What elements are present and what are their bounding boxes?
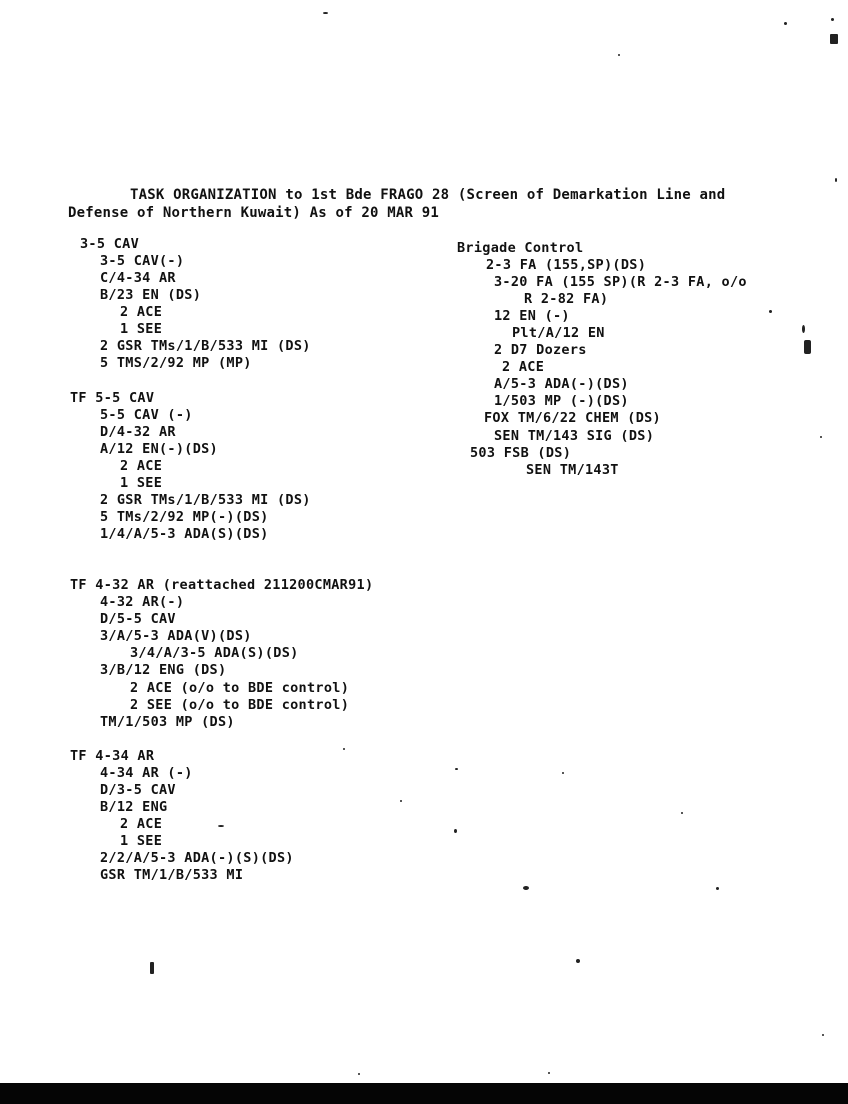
unit-line: 2 SEE (o/o to BDE control)	[130, 697, 350, 713]
unit-line: 5-5 CAV (-)	[100, 407, 193, 423]
unit-line: 4-32 AR(-)	[100, 594, 185, 610]
document-title	[68, 186, 788, 222]
scan-speck	[455, 768, 458, 770]
unit-line: 12 EN (-)	[494, 308, 570, 324]
unit-line: 1 SEE	[120, 833, 163, 849]
scan-speck	[681, 812, 683, 814]
unit-line: 2 ACE	[120, 304, 163, 320]
unit-line: B/12 ENG	[100, 799, 168, 815]
scan-speck	[831, 18, 834, 21]
unit-line: 2 D7 Dozers	[494, 342, 587, 358]
unit-line: D/5-5 CAV	[100, 611, 176, 627]
unit-line: 3-20 FA (155 SP)(R 2-3 FA, o/o	[494, 274, 747, 290]
unit-line: 3/4/A/3-5 ADA(S)(DS)	[130, 645, 299, 661]
scan-speck	[822, 1034, 824, 1036]
scan-speck	[323, 12, 328, 14]
unit-line: TM/1/503 MP (DS)	[100, 714, 235, 730]
title-line-1: TASK ORGANIZATION to 1st Bde FRAGO 28 (Screen of Demarkation Line and	[130, 187, 726, 203]
group-heading: Brigade Control	[457, 240, 584, 256]
scan-speck	[820, 436, 822, 438]
scan-speck	[150, 962, 154, 974]
scan-speck	[769, 310, 772, 313]
unit-line: C/4-34 AR	[100, 270, 176, 286]
group-heading: TF 4-32 AR (reattached 211200CMAR91)	[70, 577, 374, 593]
scan-speck	[343, 748, 345, 750]
unit-line: GSR TM/1/B/533 MI	[100, 867, 244, 883]
scan-speck	[830, 34, 838, 44]
group-heading: TF 4-34 AR	[70, 748, 155, 764]
group-heading: TF 5-5 CAV	[70, 390, 155, 406]
scan-speck	[218, 825, 224, 827]
unit-line: 1/4/A/5-3 ADA(S)(DS)	[100, 526, 269, 542]
unit-line: SEN TM/143T	[526, 462, 619, 478]
scan-speck	[618, 54, 620, 56]
group-heading: 3-5 CAV	[80, 236, 139, 252]
unit-line: 1/503 MP (-)(DS)	[494, 393, 629, 409]
unit-line: FOX TM/6/22 CHEM (DS)	[484, 410, 661, 426]
scan-speck	[802, 325, 805, 333]
scan-speck	[576, 959, 580, 963]
unit-line: D/4-32 AR	[100, 424, 176, 440]
unit-line: 1 SEE	[120, 321, 163, 337]
unit-line: 4-34 AR (-)	[100, 765, 193, 781]
unit-line: 2 ACE	[502, 359, 545, 375]
unit-line: 2 ACE (o/o to BDE control)	[130, 680, 350, 696]
unit-line: 2-3 FA (155,SP)(DS)	[486, 257, 647, 273]
scan-speck	[804, 340, 811, 354]
unit-line: 2 GSR TMs/1/B/533 MI (DS)	[100, 492, 311, 508]
title-line-2: Defense of Northern Kuwait) As of 20 MAR 91	[68, 205, 440, 221]
unit-line: 1 SEE	[120, 475, 163, 491]
scan-bottom-edge	[0, 1083, 848, 1104]
scan-speck	[400, 800, 402, 802]
unit-line: 3/A/5-3 ADA(V)(DS)	[100, 628, 252, 644]
unit-line: B/23 EN (DS)	[100, 287, 202, 303]
unit-line: 2 ACE	[120, 816, 163, 832]
scan-speck	[548, 1072, 550, 1074]
unit-line: 3/B/12 ENG (DS)	[100, 662, 227, 678]
unit-line: R 2-82 FA)	[524, 291, 609, 307]
unit-line: A/5-3 ADA(-)(DS)	[494, 376, 629, 392]
unit-line: A/12 EN(-)(DS)	[100, 441, 218, 457]
unit-line: 503 FSB (DS)	[470, 445, 572, 461]
unit-line: D/3-5 CAV	[100, 782, 176, 798]
unit-line: 5 TMS/2/92 MP (MP)	[100, 355, 252, 371]
unit-line: 5 TMs/2/92 MP(-)(DS)	[100, 509, 269, 525]
unit-line: 2 GSR TMs/1/B/533 MI (DS)	[100, 338, 311, 354]
unit-line: SEN TM/143 SIG (DS)	[494, 428, 655, 444]
unit-line: 2 ACE	[120, 458, 163, 474]
unit-line: 3-5 CAV(-)	[100, 253, 185, 269]
scan-speck	[358, 1073, 360, 1075]
scan-speck	[716, 887, 719, 890]
unit-line: Plt/A/12 EN	[512, 325, 605, 341]
scan-speck	[562, 772, 564, 774]
scan-speck	[454, 829, 457, 833]
scan-speck	[784, 22, 787, 25]
scan-speck	[835, 178, 837, 182]
unit-line: 2/2/A/5-3 ADA(-)(S)(DS)	[100, 850, 294, 866]
scan-speck	[523, 886, 529, 890]
